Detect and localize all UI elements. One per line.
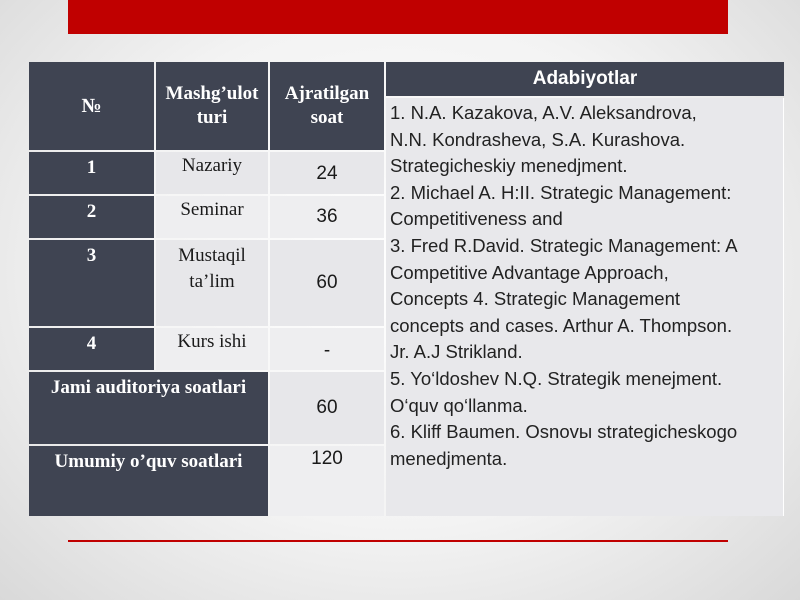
literature-line: Competitiveness and: [390, 208, 563, 230]
total-study-hours-text: 120: [311, 448, 343, 469]
row-4-type: [156, 328, 268, 370]
row-4-type-text: Kurs ishi: [177, 331, 247, 352]
literature-line: Jr. A.J Strikland.: [390, 341, 523, 363]
header-literature-label: Adabiyotlar: [532, 68, 638, 89]
literature-line: O‘quv qo‘llanma.: [390, 394, 528, 416]
total-auditorium-label-text: Jami auditoriya soatlari: [50, 377, 247, 398]
row-2-number: [29, 196, 154, 238]
total-auditorium-hours-text: 60: [316, 397, 338, 418]
row-3-type-text: Mustaqil ta’lim: [178, 245, 246, 292]
header-type: [156, 62, 268, 150]
row-2-hours: [270, 196, 384, 238]
row-4-number-text: 4: [86, 333, 97, 354]
top-red-bar: [68, 0, 728, 34]
literature-line: menedjmenta.: [390, 447, 508, 469]
literature-line: 3. Fred R.David. Strategic Management: A: [390, 234, 738, 256]
header-literature: [386, 62, 784, 96]
header-number: [29, 62, 154, 150]
row-1-type-text: Nazariy: [181, 155, 243, 176]
row-3-hours-text: 60: [316, 272, 338, 293]
total-auditorium-label: [29, 372, 268, 444]
row-3-type: [156, 240, 268, 326]
literature-line: 2. Michael A. H:II. Strategic Management:: [390, 181, 732, 203]
row-4-hours-text: -: [323, 340, 331, 361]
literature-line: 6. Kliff Baumen. Osnovы strategicheskogo: [390, 421, 738, 443]
total-study-label-text: Umumiy o’quv soatlari: [54, 451, 243, 472]
row-4-number: [29, 328, 154, 370]
total-study-label: [29, 446, 268, 516]
literature-line: 1. N.A. Kazakova, A.V. Aleksandrova,: [390, 102, 697, 123]
row-1-hours-text: 24: [316, 163, 338, 184]
total-study-hours: [270, 446, 384, 516]
row-4-hours: [270, 328, 384, 370]
row-1-number: [29, 152, 154, 194]
literature-line: Strategicheskiy menedjment.: [390, 155, 628, 177]
header-hours-label: Ajratilgan soat: [284, 83, 370, 128]
total-auditorium-hours: [270, 372, 384, 444]
row-1-type: [156, 152, 268, 194]
literature-line: Competitive Advantage Approach,: [390, 261, 669, 283]
literature-line: Concepts 4. Strategic Management: [390, 288, 680, 310]
row-3-number-text: 3: [86, 245, 97, 266]
row-2-hours-text: 36: [316, 206, 338, 227]
row-2-type: [156, 196, 268, 238]
literature-line: 5. Yo‘ldoshev N.Q. Strategik menejment.: [390, 367, 723, 389]
row-3-hours: [270, 240, 384, 326]
row-2-type-text: Seminar: [180, 199, 244, 220]
bottom-red-line: [68, 540, 728, 542]
row-1-hours: [270, 152, 384, 194]
header-type-label: Mashg’ulot turi: [165, 83, 259, 128]
literature-line: N.N. Kondrasheva, S.A. Kurashova.: [390, 128, 686, 150]
literature-line: concepts and cases. Arthur A. Thompson.: [390, 314, 733, 336]
literature-list: [386, 98, 784, 516]
header-hours: [270, 62, 384, 150]
row-2-number-text: 2: [86, 201, 97, 222]
header-number-label: №: [81, 94, 102, 117]
row-3-number: [29, 240, 154, 326]
row-1-number-text: 1: [86, 157, 97, 178]
